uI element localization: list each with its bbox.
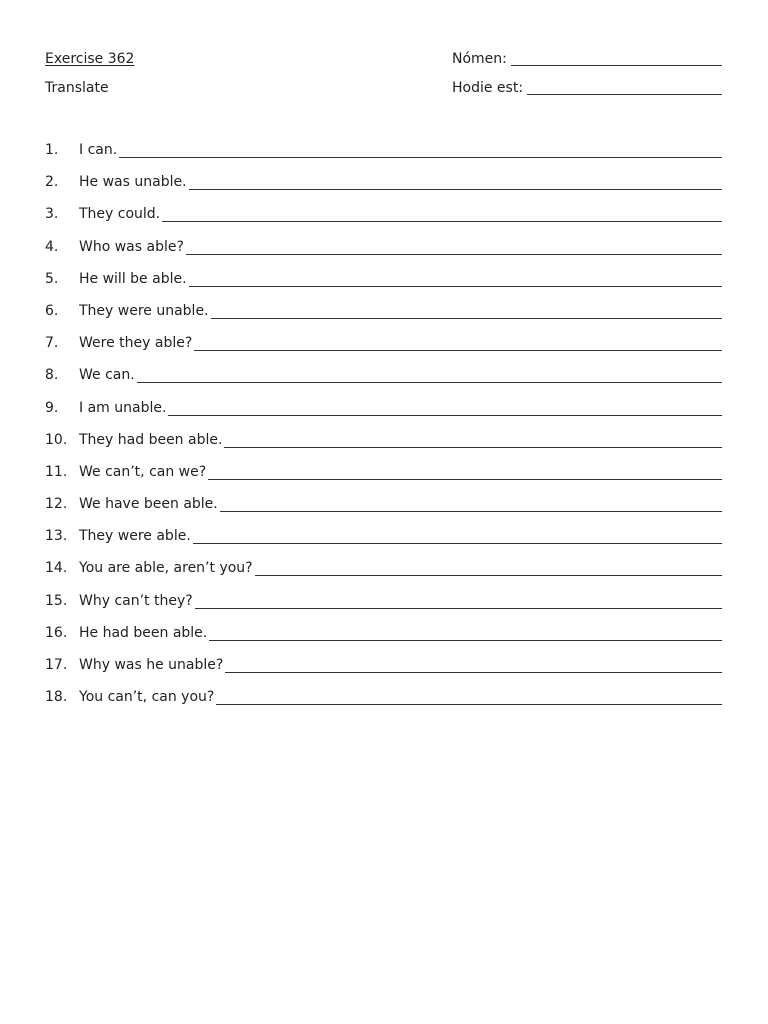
item-prompt: Why can’t they? — [79, 592, 193, 609]
instruction-text: Translate — [45, 80, 109, 96]
item-prompt: We can. — [79, 367, 135, 384]
answer-blank-line[interactable] — [189, 286, 722, 287]
item-prompt: You can’t, can you? — [79, 689, 215, 706]
exercise-item — [45, 527, 722, 545]
item-prompt: You are able, aren’t you? — [79, 560, 253, 577]
answer-blank-line[interactable] — [220, 511, 722, 512]
answer-blank-line[interactable] — [195, 608, 722, 609]
answer-blank-line[interactable] — [137, 382, 722, 383]
name-label: Nómen: — [452, 51, 507, 67]
exercise-item — [45, 559, 722, 577]
answer-blank-line[interactable] — [194, 350, 722, 351]
item-number: 5. — [45, 270, 59, 287]
item-prompt: They were able. — [79, 528, 191, 545]
date-blank-line[interactable] — [527, 94, 722, 95]
exercise-item — [45, 399, 722, 417]
answer-blank-line[interactable] — [208, 479, 722, 480]
answer-blank-line[interactable] — [186, 254, 722, 255]
answer-blank-line[interactable] — [193, 543, 722, 544]
exercise-item — [45, 624, 722, 642]
item-number: 6. — [45, 302, 59, 319]
item-prompt: We can’t, can we? — [79, 463, 207, 480]
exercise-item — [45, 334, 722, 352]
item-number: 3. — [45, 206, 59, 223]
item-prompt: Why was he unable? — [79, 657, 224, 673]
answer-blank-line[interactable] — [224, 447, 722, 448]
item-number: 15. — [45, 592, 68, 609]
header-right — [452, 50, 722, 108]
item-number: 11. — [45, 463, 68, 480]
item-prompt: I am unable. — [79, 399, 167, 416]
answer-blank-line[interactable] — [162, 221, 722, 222]
item-number: 18. — [45, 689, 68, 706]
item-number: 16. — [45, 624, 68, 641]
item-prompt: He was unable. — [79, 174, 187, 191]
answer-blank-line[interactable] — [119, 157, 722, 158]
answer-blank-line[interactable] — [209, 640, 722, 641]
exercise-title: Exercise 362 — [45, 51, 135, 67]
answer-blank-line[interactable] — [211, 318, 722, 319]
item-number: 14. — [45, 560, 68, 577]
exercise-item — [45, 463, 722, 481]
item-prompt: They had been able. — [79, 431, 223, 448]
item-number: 8. — [45, 367, 59, 384]
item-number: 7. — [45, 335, 59, 352]
exercise-item — [45, 688, 722, 706]
item-prompt: He had been able. — [79, 624, 208, 641]
header-left — [45, 50, 134, 108]
name-field-row — [452, 50, 722, 68]
item-number: 10. — [45, 431, 68, 448]
item-number: 2. — [45, 174, 59, 191]
item-number: 12. — [45, 496, 68, 513]
item-prompt: He will be able. — [79, 270, 187, 287]
exercise-item — [45, 302, 722, 320]
exercise-item — [45, 238, 722, 256]
item-number: 9. — [45, 399, 59, 416]
answer-blank-line[interactable] — [225, 672, 722, 673]
item-number: 17. — [45, 657, 68, 673]
exercise-item — [45, 431, 722, 449]
item-prompt: Who was able? — [79, 238, 184, 255]
exercise-item — [45, 141, 722, 159]
exercise-item — [45, 656, 722, 674]
item-number: 13. — [45, 528, 68, 545]
exercise-item — [45, 205, 722, 223]
name-blank-line[interactable] — [511, 65, 722, 66]
exercise-item — [45, 173, 722, 191]
answer-blank-line[interactable] — [216, 704, 722, 705]
date-field-row — [452, 79, 722, 97]
exercise-list — [45, 141, 722, 720]
answer-blank-line[interactable] — [168, 415, 722, 416]
exercise-item — [45, 495, 722, 513]
exercise-item — [45, 592, 722, 610]
exercise-item — [45, 270, 722, 288]
item-prompt: I can. — [79, 142, 118, 158]
exercise-item — [45, 366, 722, 384]
item-prompt: We have been able. — [79, 496, 218, 513]
answer-blank-line[interactable] — [189, 189, 722, 190]
item-prompt: They were unable. — [79, 302, 209, 319]
item-number: 4. — [45, 238, 59, 255]
date-label: Hodie est: — [452, 80, 524, 96]
item-number: 1. — [45, 142, 59, 158]
item-prompt: Were they able? — [79, 335, 193, 352]
item-prompt: They could. — [79, 206, 161, 223]
answer-blank-line[interactable] — [255, 575, 722, 576]
